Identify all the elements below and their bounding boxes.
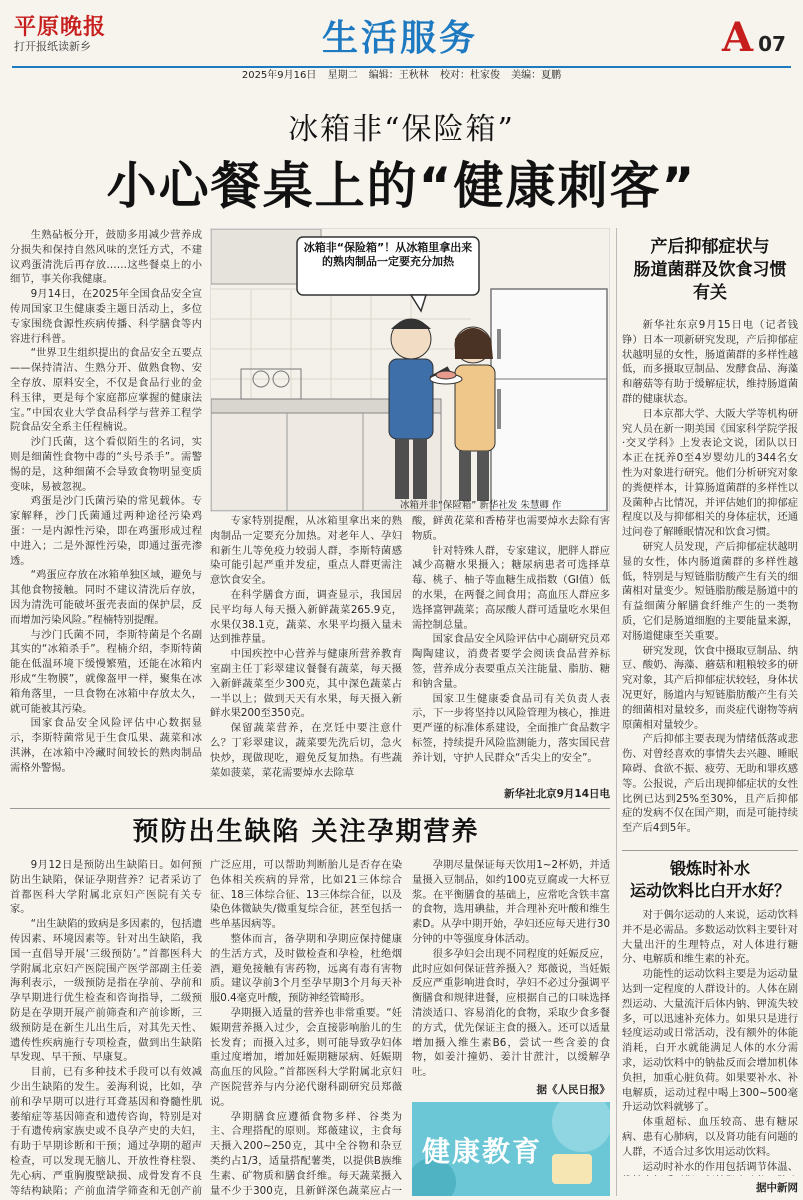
paragraph: “世界卫生组织提出的食品安全五要点——保持清洁、生熟分开、做熟食物、安全存放、原料安全，不仅是食品行业的金科玉律，更是每个家庭都应掌握的健康法宝。”中国农业大学食品科学与营养工程学院食品安全系主任程楠说。 <box>10 347 202 434</box>
main-article-col2 <box>210 514 402 804</box>
column-divider <box>616 228 617 1196</box>
paragraph: 国家食品安全风险评估中心数据显示，李斯特菌常见于生食瓜果、蔬菜和冰淇淋，在冰箱中冷藏时间较长的熟肉制品需格外警惕。 <box>10 717 202 774</box>
header-rule <box>12 66 791 68</box>
right-article2-source: 据中新网 <box>756 1182 798 1194</box>
paragraph: 酸，鲜黄花菜和香椿芽也需要焯水去除有害物质。 <box>412 515 610 542</box>
main-headline: 小心餐桌上的“健康刺客” <box>106 157 697 215</box>
paragraph: “出生缺陷的致病是多因素的，包括遗传因素、环境因素等。针对出生缺陷，我国一直倡导开展‘三级预防’。”首都医科大学附属北京妇产医院围产医学部副主任姜海利表示，一级预防是指在孕前、孕前和孕早期进行优生检查和咨询指导，二级预防是在孕期开展产前筛查和产前诊断，三级预防是在新生儿出生后，对其先天性、遗传性疾病施行专项检查，做到出生缺陷早发现、早干预、早康复。 <box>10 918 202 1064</box>
issue-weekday: 星期二 <box>327 70 358 81</box>
paragraph: 鸡蛋是沙门氏菌污染的常见载体。专家解释，沙门氏菌通过两种途径污染鸡蛋：一是内源性污染，即在鸡蛋形成过程中进入；二是外源性污染，即通过蛋壳渗透。 <box>10 495 202 567</box>
right-separator <box>622 850 798 851</box>
illustration-caption: 冰箱并非“保险箱” 新华社发 朱慧卿 作 <box>400 500 562 511</box>
paragraph: 孕期摄入适量的营养也非常重要。“妊娠期营养摄入过少，会直接影响胎儿的生长发育；而摄入过多，则可能导致孕妇体重过度增加，增加妊娠期糖尿病、妊娠期高血压的风险。”首都医科大学附属北京妇产医院营养与内分泌代谢科副研究员郑薇说。 <box>210 1006 402 1108</box>
paragraph: 9月14日，在2025年全国食品安全宣传周国家卫生健康委主题日活动上，多位专家围绕食源性疾病传播、科学膳食等内容进行科普。 <box>10 288 202 345</box>
right-article2-body <box>622 908 798 1176</box>
paragraph: 广泛应用，可以帮助判断胎儿是否存在染色体相关疾病的异常，比如21三体综合征、18三体综合征、13三体综合征，以及染色体微缺失/微重复综合征，甚至包括一些单基因病等。 <box>210 859 402 931</box>
kitchen-illustration-svg <box>211 229 609 511</box>
dateline <box>0 69 803 83</box>
right-article1-body <box>622 318 798 846</box>
paragraph: 新华社东京9月15日电（记者钱铮）日本一项新研究发现，产后抑郁症状越明显的女性，肠道菌群的多样性越低，而多摄取豆制品、发酵食品、海藻和蘑菇等有助于缓解症状，维持肠道菌群的健康状态。 <box>622 319 798 405</box>
bottom-article-col3 <box>412 858 610 1080</box>
paragraph: 孕期尽量保证每天饮用1~2杯奶，并适量摄入豆制品，如约100克豆腐或一大杯豆浆。在平衡膳食的基础上，应常吃含铁丰富的食物，选用碘盐，并合理补充叶酸和维生素D。从孕中期开始，孕妇还应每天进行30分钟的中等强度身体活动。 <box>412 859 610 945</box>
paragraph: 产后抑郁主要表现为情绪低落或悲伤、对曾经喜欢的事情失去兴趣、睡眠障碍、食欲不振、疲劳、无助和罪疚感等。公报说，产后出现抑郁症状的女性比例已达到25%至30%，且产后抑郁症的发病不仅在国产期，而是可能持续至产后4到5年。 <box>622 733 798 835</box>
main-article-col3 <box>412 514 610 784</box>
right-article2-title <box>622 858 798 902</box>
paragraph: 国家食品安全风险评估中心副研究员邓陶陶建议，消费者要学会阅读食品营养标签，营养成分表要重点关注能量、脂肪、糖和钠含量。 <box>412 633 610 690</box>
paragraph: 体重超标、血压较高、患有糖尿病、患有心肺病，以及肾功能有问题的人群，不适合过多饮用运动饮料。 <box>622 1116 798 1158</box>
right-article1-title <box>622 236 798 305</box>
page-letter: A <box>722 14 754 61</box>
paragraph: 对于偶尔运动的人来说，运动饮料并不是必需品。多数运动饮料主要针对大量出汗的生理特点，对人体进行糖分、电解质和维生素的补充。 <box>622 909 798 966</box>
paragraph: 中国疾控中心营养与健康所营养教育室副主任丁彩翠建议餐餐有蔬菜，每天摄入新鲜蔬菜至少300克，其中深色蔬菜占一半以上；做到天天有水果，每天摄入新鲜水果200至350克。 <box>210 648 402 720</box>
main-kicker: 冰箱非“保险箱” <box>288 112 515 147</box>
paragraph: 目前，已有多种技术手段可以有效减少出生缺陷的发生。姜海利说，比如，孕前和孕早期可以进行耳聋基因和脊髓性肌萎缩症等基因筛查和遗传咨询，特别是对于有遗传病家族史或不良孕产史的夫妇，有助于早期诊断和干预；通过孕期的超声检查，可以发现无脑儿、开放性脊柱裂、先心病、严重胸腹壁缺损、成骨发育不良等结构缺陷；产前血清学筛查和无创产前 <box>10 1066 202 1196</box>
title-line: 有关 <box>693 283 727 303</box>
paragraph: 与沙门氏菌不同，李斯特菌是个名副其实的“冰箱杀手”。程楠介绍，李斯特菌能在低温环境下缓慢繁殖，还能在冰箱内形成“生物膜”，就像盔甲一样，聚集在冰箱角落里，一旦食物在冰箱中存放太久，就可能被其污染。 <box>10 628 202 715</box>
paragraph: 在科学膳食方面，调查显示，我国居民平均每人每天摄入新鲜蔬菜265.9克，水果仅38.1克，蔬菜、水果平均摄入量未达到推荐量。 <box>210 588 402 646</box>
paragraph: 国家卫生健康委食品司有关负责人表示，下一步将坚持以风险管理为核心，推进更严谨的标准体系建设，全面推广食品数字标签，持续提升风险监测能力，落实国民营养计划，守护人民群众“舌尖上的安全”。 <box>412 692 610 764</box>
paragraph: 专家特别提醒，从冰箱里拿出来的熟肉制品一定要充分加热。对老年人、孕妇和新生儿等免疫力较弱人群，李斯特菌感染可能引起严重并发症，重点人群更需注意饮食安全。 <box>210 515 402 587</box>
bottom-article-col2 <box>210 858 402 1196</box>
paragraph: 9月12日是预防出生缺陷日。如何预防出生缺陷，保证孕期营养？记者采访了首都医科大学附属北京妇产医院有关专家。 <box>10 859 202 916</box>
paragraph: 研究人员发现，产后抑郁症状越明显的女性，体内肠道菌群的多样性越低，特别是与短链脂肪酸产生有关的细菌相对量变少。短链脂肪酸是肠道中的有益细菌分解膳食纤维产生的一类物质，它们是肠道细胞的主要能量来源，对肠道健康至关重要。 <box>622 540 798 642</box>
paper-slogan: 打开报纸读新乡 <box>14 40 91 53</box>
paragraph: 日本京都大学、大阪大学等机构研究人员在新一期美国《国家科学院学报·交叉学科》上发表论文说，团队以日本正在抚养0至4岁婴幼儿的344名女性为对象进行研究。他们分析研究对象的粪便样本，计算肠道菌群的多样性以及菌种占比情况，并评估她们的抑郁症程度以及与抑郁相关的身体症状，还通过问卷了解睡眠情况和饮食习惯。 <box>622 407 798 539</box>
proofreader: 校对：杜家俊 <box>439 70 500 81</box>
bottom-separator <box>10 808 610 809</box>
paragraph: “鸡蛋应存放在冰箱单独区域，避免与其他食物接触。同时不建议清洗后存放，因为清洗可能破坏蛋壳表面的保护层，反而增加污染风险。”程楠特别提醒。 <box>10 569 202 626</box>
issue-date: 2025年9月16日 <box>241 70 317 81</box>
main-article-signature: 新华社北京9月14日电 <box>504 788 610 800</box>
title-line: 锻炼时补水 <box>669 859 750 878</box>
speech-bubble-text: 冰箱非“保险箱”！从冰箱里拿出来的熟肉制品一定要充分加热 <box>303 241 473 268</box>
bottom-article-source: 据《人民日报》 <box>536 1084 610 1096</box>
banner-title: 健康教育 <box>422 1135 543 1168</box>
paragraph: 运动时补水的作用包括调节体温、 <box>642 1160 798 1173</box>
title-line: 产后抑郁症状与 <box>650 237 770 257</box>
paragraph: 生熟砧板分开，鼓励多用减少营养成分损失和保持自然风味的烹饪方式，不建议鸡蛋清洗后再存放……这些餐桌上的小细节，事关你我健康。 <box>10 229 202 286</box>
paragraph: 功能性的运动饮料主要是为运动量达到一定程度的人群设计的。人体在剧烈运动、大量流汗后体内钠、钾流失较多，可以迅速补充体力。如果只是进行轻度运动或日常活动，没有额外的体能消耗，白开水就能满足人体的水分需求，运动饮料中的钠盐反而会增加机体负担，加重心脏负荷。如果要补水、补电解质，运动过程中喝上300~500毫升运动饮料就够了。 <box>622 968 798 1114</box>
paragraph: 沙门氏菌，这个看似陌生的名词，实则是细菌性食物中毒的“头号杀手”。需警惕的是，这种细菌不会导致食物明显变质变味，易被忽视。 <box>10 436 202 493</box>
editor: 编辑：王秋林 <box>368 70 429 81</box>
art-editor: 美编：夏鹏 <box>511 70 562 81</box>
kitchen-illustration <box>210 228 610 512</box>
paragraph: 整体而言，备孕期和孕期应保持健康的生活方式，及时做检查和孕检，杜绝烟酒，避免接触有害药物，远离有毒有害物质。建议孕前3个月至孕早期3个月每天补服0.4毫克叶酸，预防神经管畸形。 <box>210 932 402 1005</box>
bottom-article-col1 <box>10 858 202 1196</box>
main-article-col1 <box>10 228 202 804</box>
section-title: 生活服务 <box>321 18 478 59</box>
bottom-headline: 预防出生缺陷 关注孕期营养 <box>132 817 480 847</box>
title-line: 肠道菌群及饮食习惯 <box>633 260 787 280</box>
health-education-banner <box>412 1102 610 1196</box>
page-number <box>722 14 802 61</box>
paragraph: 保留蔬菜营养，在烹饪中要注意什么？丁彩翠建议，蔬菜要先洗后切，急火快炒，现做现吃，避免反复加热。有些蔬菜如菠菜，菜花需要焯水去除草 <box>210 722 402 779</box>
title-line: 运动饮料比白开水好？ <box>629 881 790 900</box>
paragraph: 研究发现，饮食中摄取豆制品、纳豆、酸奶、海藻、蘑菇和粗粮较多的研究对象，其产后抑郁症状较轻，身体状况更好，肠道内与短链脂肪酸产生有关的细菌相对量较多，而炎症代谢物等病原菌相对量较少。 <box>622 644 798 731</box>
paper-name: 平原晚报 <box>14 14 107 40</box>
masthead-logo <box>14 14 164 54</box>
paragraph: 孕期膳食应遵循食物多样、谷类为主、合理搭配的原则。郑薇建议，主食每天摄入200~250克，其中全谷物和杂豆类约占1/3，适量搭配薯类，以提供B族维生素、矿物质和膳食纤维。每天蔬菜摄入量不少于300克，且新鲜深色蔬菜应占一 <box>210 1110 402 1196</box>
page-num: 07 <box>758 32 786 56</box>
paragraph: 很多孕妇会出现不同程度的妊娠反应，此时应如何保证营养摄入？郑薇说，当妊娠反应严重影响进食时，孕妇不必过分强调平衡膳食和规律进餐，应根据自己的口味选择清淡适口、容易消化的食物，采取少食多餐的方式，优先保证主食的摄入。还可以适量增加摄入维生素B6，尝试一些含姜的食物，如姜汁撞奶、姜汁甘蔗汁，以缓解孕吐。 <box>412 947 610 1079</box>
paragraph: 针对特殊人群，专家建议，肥胖人群应减少高糖水果摄入；糖尿病患者可选择草莓、桃子、柚子等血糖生成指数（GI值）低的水果，在两餐之间食用；高血压人群应多选择富钾蔬菜；高尿酸人群可适量吃水果但需控制总量。 <box>412 544 610 631</box>
